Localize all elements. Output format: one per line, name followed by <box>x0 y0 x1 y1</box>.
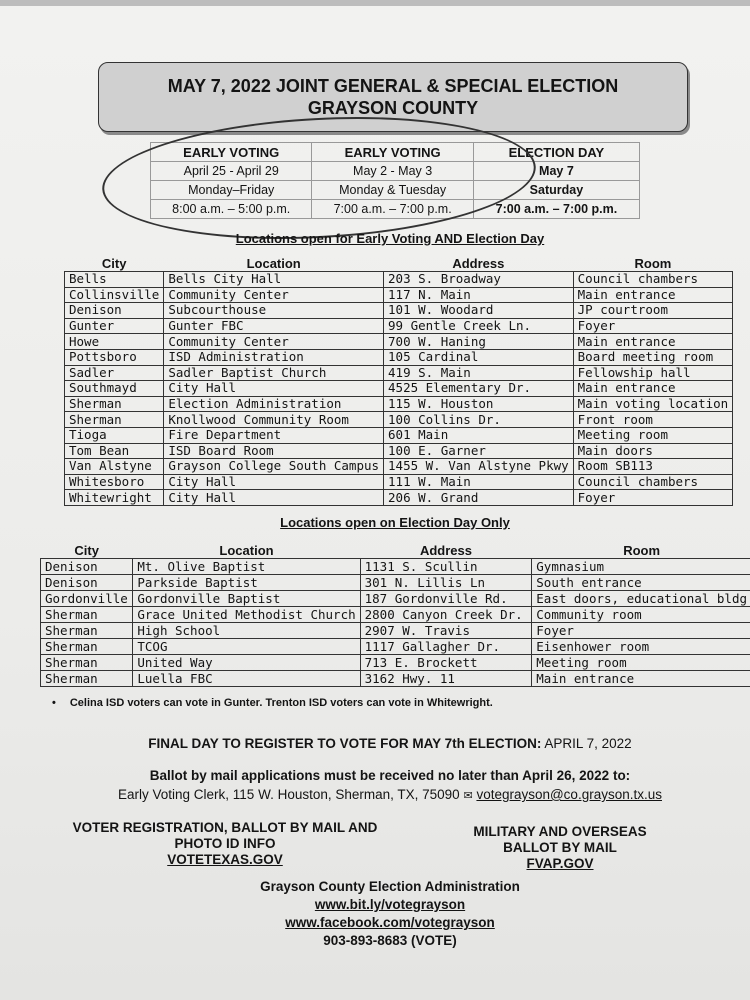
table-row <box>65 287 733 303</box>
room-cell: Council chambers <box>573 272 733 288</box>
voter-registration-line-1: VOTER REGISTRATION, BALLOT BY MAIL AND <box>72 820 378 835</box>
address-cell: 2907 W. Travis <box>360 623 532 639</box>
column-header: Location <box>246 256 301 271</box>
military-line-1: MILITARY AND OVERSEAS <box>473 824 647 839</box>
address-cell: 3162 Hwy. 11 <box>360 671 532 687</box>
isd-note-text: Celina ISD voters can vote in Gunter. Trenton ISD voters can vote in Whitewright. <box>69 697 493 709</box>
table-row <box>65 381 733 397</box>
schedule-dates: May 7 <box>473 162 639 181</box>
election-flyer <box>0 6 750 1000</box>
contact-org: Grayson County Election Administration <box>260 879 520 894</box>
city-cell: Sherman <box>41 607 133 623</box>
schedule-hours: 7:00 a.m. – 7:00 p.m. <box>473 200 639 219</box>
address-cell: 101 W. Woodard <box>384 303 574 319</box>
table-row <box>65 459 733 475</box>
table-row <box>65 318 733 334</box>
city-cell: Sherman <box>65 412 164 428</box>
location-cell: Fire Department <box>164 427 384 443</box>
room-cell: Main voting location <box>573 396 733 412</box>
city-cell: Denison <box>41 559 133 575</box>
contact-block <box>180 878 600 950</box>
election-day-only-heading: Locations open on Election Day Only <box>280 515 510 530</box>
room-cell: East doors, educational bldg <box>532 591 750 607</box>
table-row <box>41 655 750 671</box>
early-voting-locations-table <box>64 256 733 506</box>
schedule-heading: ELECTION DAY <box>473 143 639 162</box>
schedule-days: Monday–Friday <box>151 181 312 200</box>
table-row <box>65 365 733 381</box>
schedule-dates: April 25 - April 29 <box>151 162 312 181</box>
table-row <box>41 607 750 623</box>
city-cell: Bells <box>65 272 164 288</box>
address-cell: 115 W. Houston <box>384 396 574 412</box>
room-cell: Fellowship hall <box>573 365 733 381</box>
room-cell: Main doors <box>573 443 733 459</box>
city-cell: Sadler <box>65 365 164 381</box>
room-cell: Front room <box>573 412 733 428</box>
city-cell: Howe <box>65 334 164 350</box>
room-cell: Foyer <box>573 318 733 334</box>
room-cell: Community room <box>532 607 750 623</box>
city-cell: Van Alstyne <box>65 459 164 475</box>
location-cell: Mt. Olive Baptist <box>133 559 360 575</box>
room-cell: Board meeting room <box>573 349 733 365</box>
location-cell: Parkside Baptist <box>133 575 360 591</box>
table-row <box>65 334 733 350</box>
table-row <box>65 427 733 443</box>
schedule-heading: EARLY VOTING <box>151 143 312 162</box>
email-link[interactable]: votegrayson@co.grayson.tx.us <box>476 787 662 802</box>
room-cell: Council chambers <box>573 474 733 490</box>
location-cell: Bells City Hall <box>164 272 384 288</box>
address-cell: 203 S. Broadway <box>384 272 574 288</box>
fvap-link[interactable]: FVAP.GOV <box>526 856 594 871</box>
location-cell: City Hall <box>164 474 384 490</box>
room-cell: Main entrance <box>573 381 733 397</box>
title-line-2: GRAYSON COUNTY <box>307 98 479 118</box>
votetexas-link[interactable]: VOTETEXAS.GOV <box>167 852 283 867</box>
schedule-days: Saturday <box>473 181 639 200</box>
table-row <box>41 591 750 607</box>
location-cell: City Hall <box>164 490 384 506</box>
location-cell: High School <box>133 623 360 639</box>
location-cell: Election Administration <box>164 396 384 412</box>
military-block <box>430 824 690 872</box>
address-cell: 100 Collins Dr. <box>384 412 574 428</box>
mail-deadline: Ballot by mail applications must be received no later than April 26, 2022 to: <box>149 768 631 783</box>
registration-label: FINAL DAY TO REGISTER TO VOTE FOR MAY 7th ELECTION: <box>148 736 542 751</box>
location-cell: United Way <box>133 655 360 671</box>
address-cell: 4525 Elementary Dr. <box>384 381 574 397</box>
location-cell: Grayson College South Campus <box>164 459 384 475</box>
military-line-2: BALLOT BY MAIL <box>503 840 617 855</box>
bitly-link[interactable]: www.bit.ly/votegrayson <box>314 897 466 912</box>
bullet-icon: • <box>52 697 56 709</box>
location-cell: TCOG <box>133 639 360 655</box>
location-cell: Gordonville Baptist <box>133 591 360 607</box>
schedule-heading: EARLY VOTING <box>312 143 473 162</box>
room-cell: JP courtroom <box>573 303 733 319</box>
room-cell: Eisenhower room <box>532 639 750 655</box>
column-header: Room <box>634 256 672 271</box>
address-cell: 1131 S. Scullin <box>360 559 532 575</box>
location-cell: Subcourthouse <box>164 303 384 319</box>
registration-line <box>60 736 720 751</box>
contact-phone: 903-893-8683 (VOTE) <box>323 933 457 948</box>
address-cell: 100 E. Garner <box>384 443 574 459</box>
table-row <box>65 443 733 459</box>
table-row <box>41 559 750 575</box>
envelope-icon: ✉ <box>463 790 473 802</box>
schedule-hours: 7:00 a.m. – 7:00 p.m. <box>312 200 473 219</box>
city-cell: Sherman <box>41 623 133 639</box>
city-cell: Southmayd <box>65 381 164 397</box>
schedule-dates: May 2 - May 3 <box>312 162 473 181</box>
address-cell: 111 W. Main <box>384 474 574 490</box>
location-cell: Sadler Baptist Church <box>164 365 384 381</box>
early-and-election-heading: Locations open for Early Voting AND Election Day <box>235 231 545 246</box>
table-row <box>65 396 733 412</box>
city-cell: Denison <box>41 575 133 591</box>
address-cell: 99 Gentle Creek Ln. <box>384 318 574 334</box>
column-header: City <box>101 256 127 271</box>
schedule-days: Monday & Tuesday <box>312 181 473 200</box>
location-cell: ISD Board Room <box>164 443 384 459</box>
location-cell: City Hall <box>164 381 384 397</box>
city-cell: Sherman <box>41 671 133 687</box>
location-cell: Knollwood Community Room <box>164 412 384 428</box>
address-cell: 700 W. Haning <box>384 334 574 350</box>
city-cell: Denison <box>65 303 164 319</box>
city-cell: Tioga <box>65 427 164 443</box>
city-cell: Collinsville <box>65 287 164 303</box>
address-cell: 117 N. Main <box>384 287 574 303</box>
column-header: City <box>74 543 99 558</box>
room-cell: Meeting room <box>573 427 733 443</box>
table-row <box>65 412 733 428</box>
title-line-1: MAY 7, 2022 JOINT GENERAL & SPECIAL ELECTION <box>167 76 619 96</box>
column-header: Address <box>419 543 472 558</box>
column-header: Room <box>623 543 661 558</box>
city-cell: Pottsboro <box>65 349 164 365</box>
room-cell: Meeting room <box>532 655 750 671</box>
address-cell: 1455 W. Van Alstyne Pkwy <box>384 459 574 475</box>
room-cell: Main entrance <box>573 287 733 303</box>
voter-registration-block <box>60 820 390 868</box>
table-row <box>41 671 750 687</box>
city-cell: Sherman <box>41 639 133 655</box>
mail-address: Early Voting Clerk, 115 W. Houston, Sherman, TX, 75090 <box>118 787 460 802</box>
mail-address-line <box>60 787 720 802</box>
address-cell: 419 S. Main <box>384 365 574 381</box>
address-cell: 1117 Gallagher Dr. <box>360 639 532 655</box>
table-row <box>65 474 733 490</box>
city-cell: Sherman <box>65 396 164 412</box>
location-cell: Community Center <box>164 287 384 303</box>
address-cell: 206 W. Grand <box>384 490 574 506</box>
city-cell: Gunter <box>65 318 164 334</box>
room-cell: Room SB113 <box>573 459 733 475</box>
city-cell: Sherman <box>41 655 133 671</box>
location-cell: Community Center <box>164 334 384 350</box>
room-cell: Main entrance <box>532 671 750 687</box>
location-cell: ISD Administration <box>164 349 384 365</box>
address-cell: 601 Main <box>384 427 574 443</box>
facebook-link[interactable]: www.facebook.com/votegrayson <box>285 915 495 930</box>
address-cell: 2800 Canyon Creek Dr. <box>360 607 532 623</box>
location-cell: Grace United Methodist Church <box>133 607 360 623</box>
address-cell: 301 N. Lillis Ln <box>360 575 532 591</box>
schedule-hours: 8:00 a.m. – 5:00 p.m. <box>151 200 312 219</box>
city-cell: Gordonville <box>41 591 133 607</box>
table-row <box>65 272 733 288</box>
address-cell: 105 Cardinal <box>384 349 574 365</box>
voter-registration-line-2: PHOTO ID INFO <box>174 836 276 851</box>
column-header: Address <box>452 256 505 271</box>
address-cell: 713 E. Brockett <box>360 655 532 671</box>
table-row <box>65 303 733 319</box>
isd-note <box>52 697 493 709</box>
election-day-locations-table <box>40 543 750 687</box>
table-row <box>41 623 750 639</box>
room-cell: Gymnasium <box>532 559 750 575</box>
location-cell: Gunter FBC <box>164 318 384 334</box>
column-header: Location <box>219 543 274 558</box>
registration-date: APRIL 7, 2022 <box>544 736 632 751</box>
room-cell: South entrance <box>532 575 750 591</box>
table-row <box>41 639 750 655</box>
room-cell: Main entrance <box>573 334 733 350</box>
location-cell: Luella FBC <box>133 671 360 687</box>
table-row <box>65 490 733 506</box>
city-cell: Tom Bean <box>65 443 164 459</box>
city-cell: Whitewright <box>65 490 164 506</box>
table-row <box>65 349 733 365</box>
room-cell: Foyer <box>573 490 733 506</box>
city-cell: Whitesboro <box>65 474 164 490</box>
table-row <box>41 575 750 591</box>
address-cell: 187 Gordonville Rd. <box>360 591 532 607</box>
room-cell: Foyer <box>532 623 750 639</box>
